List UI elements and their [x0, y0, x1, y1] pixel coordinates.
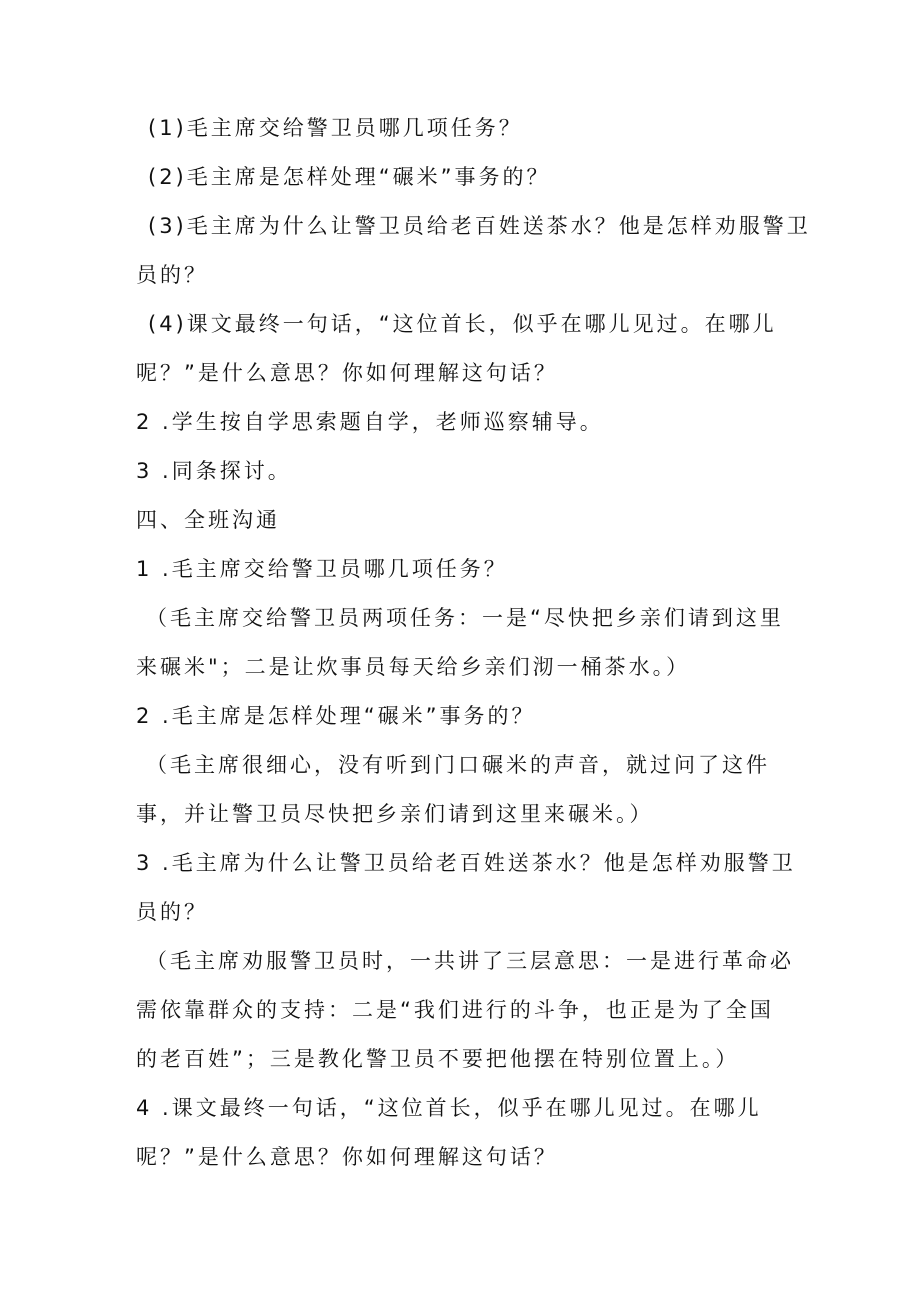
discussion-3-question: 3 .毛主席为什么让警卫员给老百姓送茶水？他是怎样劝服警卫 [136, 851, 796, 875]
discussion-1-answer-continuation: 来碾米"；二是让炊事员每天给乡亲们沏一桶茶水。） [136, 655, 691, 679]
discussion-1-answer: （毛主席交给警卫员两项任务：一是“尽快把乡亲们请到这里 [146, 606, 784, 630]
step-3-line: 3 .同条探讨。 [136, 459, 292, 483]
discussion-1-question: 1 .毛主席交给警卫员哪几项任务？ [136, 557, 508, 581]
question-1-line: (1)毛主席交给警卫员哪几项任务？ [148, 116, 523, 140]
question-4-continuation: 呢？”是什么意思？你如何理解这句话？ [136, 361, 558, 385]
question-3-continuation: 员的？ [136, 263, 208, 287]
section-heading: 四、全班沟通 [136, 508, 280, 532]
discussion-3-question-continuation: 员的？ [136, 900, 208, 924]
discussion-3-answer: （毛主席劝服警卫员时，一共讲了三层意思：一是进行革命必 [146, 949, 794, 973]
discussion-3-answer-continuation-2: 的老百姓”；三是教化警卫员不要把他摆在特别位置上。） [136, 1047, 740, 1071]
discussion-4-question: 4 .课文最终一句话，“这位首长，似乎在哪儿见过。在哪儿 [136, 1096, 762, 1120]
question-2-line: (2)毛主席是怎样处理“碾米”事务的？ [148, 165, 551, 189]
discussion-3-answer-continuation-1: 需依靠群众的支持：二是“我们进行的斗争，也正是为了全国 [136, 998, 774, 1022]
discussion-2-answer: （毛主席很细心，没有听到门口碾米的声音，就过问了这件 [146, 753, 770, 777]
discussion-4-question-continuation: 呢？”是什么意思？你如何理解这句话？ [136, 1145, 558, 1169]
question-3-line: (3)毛主席为什么让警卫员给老百姓送茶水？他是怎样劝服警卫 [148, 214, 811, 238]
question-4-line: (4)课文最终一句话，“这位首长，似乎在哪儿见过。在哪儿 [148, 312, 777, 336]
step-2-line: 2 .学生按自学思索题自学，老师巡察辅导。 [136, 410, 604, 434]
discussion-2-question: 2 .毛主席是怎样处理“碾米”事务的？ [136, 704, 536, 728]
discussion-2-answer-continuation: 事，并让警卫员尽快把乡亲们请到这里来碾米。） [136, 802, 654, 826]
